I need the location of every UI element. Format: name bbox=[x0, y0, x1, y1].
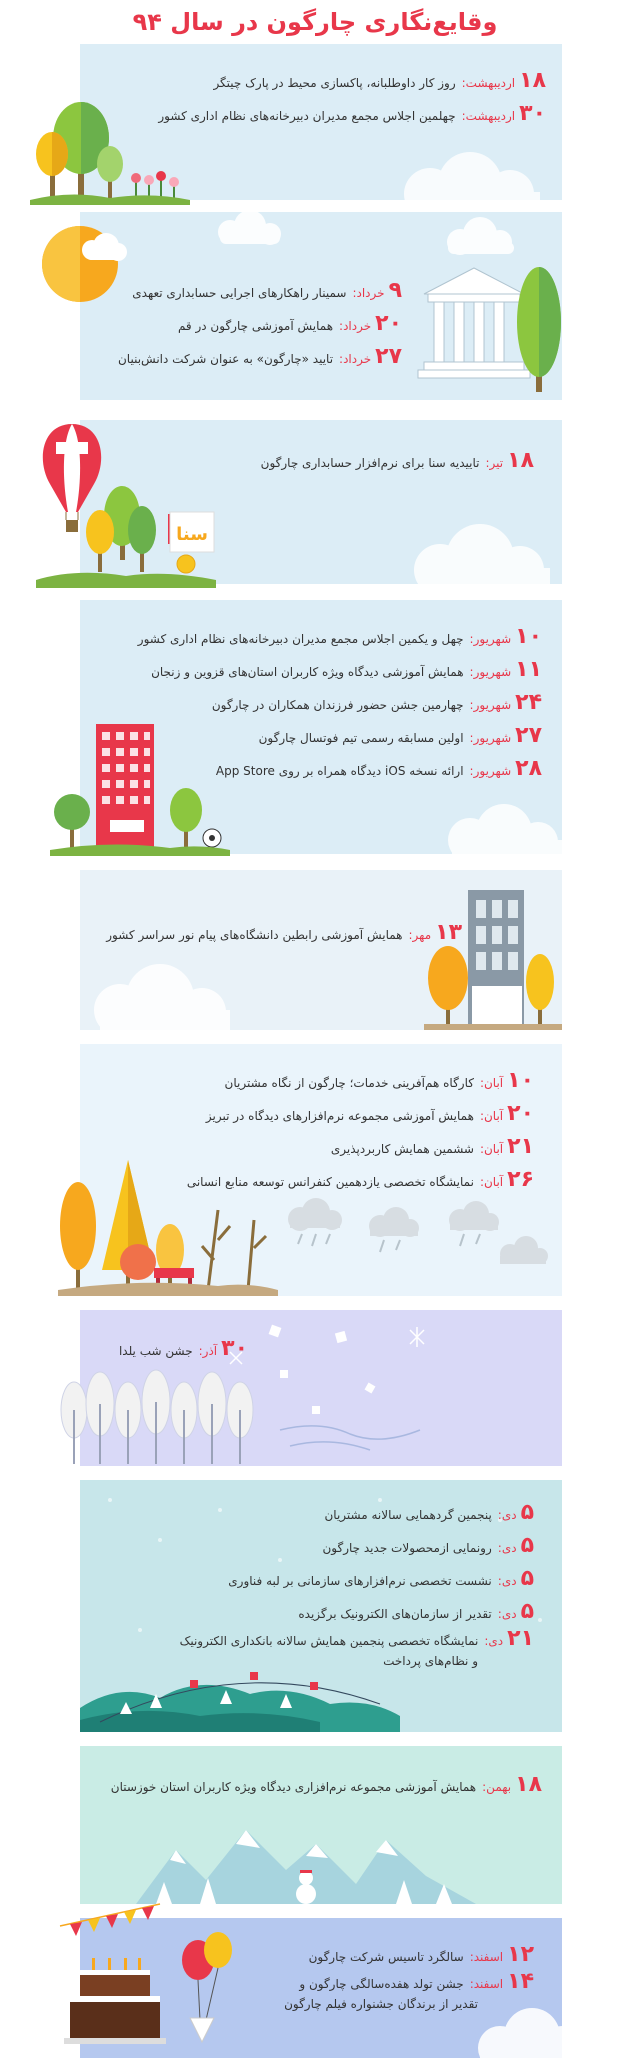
event-item: ۲۱دی:نمایشگاه تخصصی پنجمین همایش سالانه بانکداری الکترونیک و نظام‌های پرداخت bbox=[179, 1626, 534, 1668]
building-columns-icon bbox=[414, 252, 562, 400]
event-item: ۲۱آبان:ششمین همایش کاربردپذیری bbox=[330, 1134, 534, 1159]
event-item: ۲۶آبان:نمایشگاه تخصصی یازدهمین کنفرانس توسعه منابع انسانی bbox=[186, 1167, 534, 1192]
event-item: ۹خرداد:سمینار راهکارهای اجرایی حسابداری تعهدی bbox=[132, 278, 402, 303]
event-item: ۵دی:تقدیر از سازمان‌های الکترونیک برگزیده bbox=[298, 1599, 534, 1624]
event-item: ۲۷خرداد:تایید «چارگون» به عنوان شرکت دانش‌بنیان bbox=[117, 344, 402, 369]
office-building-icon bbox=[50, 720, 230, 856]
snowy-mountains-icon bbox=[136, 1820, 476, 1904]
event-item: ۱۱شهریور:همایش آموزشی دیدگاه ویژه کاربران استان‌های قزوین و زنجان bbox=[151, 657, 542, 682]
event-item: ۱۳مهر:همایش آموزشی رابطین دانشگاه‌های پیام نور سراسر کشور bbox=[106, 920, 462, 945]
event-item: ۱۲اسفند:سالگرد تاسیس شرکت چارگون bbox=[308, 1942, 534, 1967]
event-item: ۵دی:پنجمین گردهمایی سالانه مشتریان bbox=[324, 1500, 534, 1525]
event-item: ۱۰شهریور:چهل و یکمین اجلاس مجمع مدیران دبیرخانه‌های نظام اداری کشور bbox=[137, 624, 542, 649]
event-item: ۳۰اردیبهشت:چهلمین اجلاس مجمع مدیران دبیرخانه‌های نظام اداری کشور bbox=[158, 101, 546, 126]
event-item: ۵دی:رونمایی ازمحصولات جدید چارگون bbox=[322, 1533, 534, 1558]
tower-trees-icon bbox=[424, 890, 562, 1030]
event-item: ۱۸تیر:تاییدیه سنا برای نرم‌افزار حسابداری چارگون bbox=[260, 448, 534, 473]
event-item: ۱۴اسفند:جشن تولد هفده‌سالگی چارگون و تقدیر از برندگان جشنواره فیلم چارگون bbox=[284, 1969, 534, 2011]
event-item: ۱۸اردیبهشت:روز کار داوطلبانه، پاکسازی محیط در پارک چیتگر bbox=[213, 68, 546, 93]
section-dey bbox=[80, 1480, 562, 1732]
event-item: ۲۴شهریور:چهارمین جشن حضور فرزندان همکاران در چارگون bbox=[211, 690, 542, 715]
event-item: ۱۸بهمن:همایش آموزشی مجموعه نرم‌افزاری دیدگاه ویژه کاربران استان خوزستان bbox=[110, 1772, 542, 1797]
event-item: ۲۰آبان:همایش آموزشی مجموعه نرم‌افزارهای دیدگاه در تبریز bbox=[205, 1101, 534, 1126]
event-item: ۵دی:نشست تخصصی نرم‌افزارهای سازمانی بر لبه فناوری bbox=[228, 1566, 534, 1591]
trees-flowers-icon bbox=[30, 80, 190, 205]
sun-icon bbox=[40, 224, 120, 304]
sena-badge: سنا bbox=[176, 524, 208, 545]
section-khordad bbox=[80, 212, 562, 400]
page-title: وقایع‌نگاری چارگون در سال ۹۴ bbox=[132, 8, 498, 36]
balloon-trees-icon bbox=[36, 420, 216, 588]
event-item: ۲۷شهریور:اولین مسابقه رسمی تیم فوتسال چارگون bbox=[258, 723, 542, 748]
event-item: ۲۰خرداد:همایش آموزشی چارگون در قم bbox=[177, 311, 402, 336]
event-item: ۳۰آذر:جشن شب یلدا bbox=[118, 1336, 248, 1361]
hills-cablecar-icon bbox=[80, 1664, 400, 1732]
winter-trees-icon bbox=[60, 1380, 260, 1466]
event-item: ۲۸شهریور:ارائه نسخه iOS دیدگاه همراه بر روی App Store bbox=[215, 756, 542, 781]
section-mehr bbox=[80, 870, 562, 1030]
event-item: ۱۰آبان:کارگاه هم‌آفرینی خدمات؛ چارگون از نگاه مشتریان bbox=[224, 1068, 534, 1093]
autumn-trees-bench-icon bbox=[58, 1150, 278, 1296]
section-bahman bbox=[80, 1746, 562, 1904]
birthday-cake-balloons-icon bbox=[50, 1900, 240, 2066]
